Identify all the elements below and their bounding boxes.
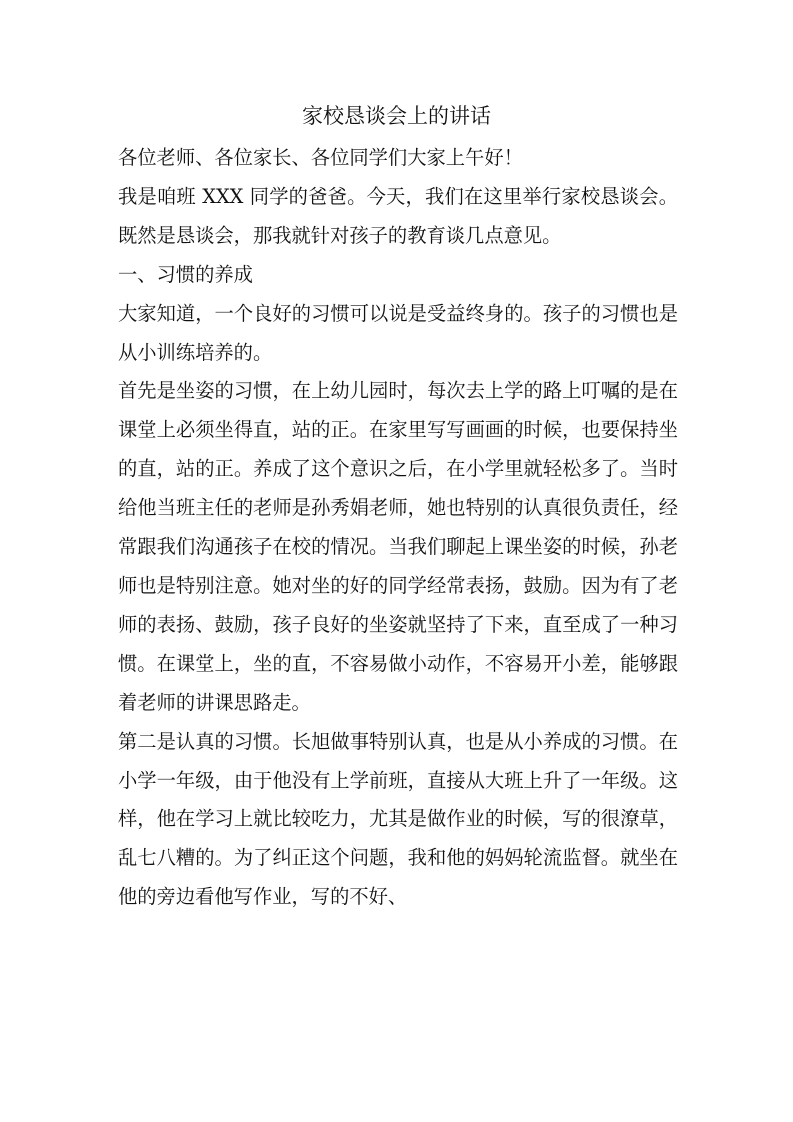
paragraph-greeting: 各位老师、各位家长、各位同学们大家上午好！ xyxy=(118,146,523,169)
paragraph-habits-intro: 大家知道，一个良好的习惯可以说是受益终身的。孩子的习惯也是从小训练培养的。 xyxy=(118,301,678,364)
paragraph-diligence-habit: 第二是认真的习惯。长旭做事特别认真，也是从小养成的习惯。在小学一年级，由于他没有上学前班，直接从大班上升了一年级。这样，他在学习上就比较吃力，尤其是做作业的时候，写的很潦草，乱七八糟的。为了纠正这个问题，我和他的妈妈轮流监督。就坐在他的旁边看他写作业，写的不好、 xyxy=(118,729,678,909)
document-title: 家校恳谈会上的讲话 xyxy=(302,104,491,128)
paragraph-introduction: 我是咱班 XXX 同学的爸爸。今天，我们在这里举行家校恳谈会。既然是恳谈会，那我就针对孩子的教育谈几点意见。 xyxy=(118,184,678,247)
section-heading-habits: 一、习惯的养成 xyxy=(118,262,253,286)
document-body xyxy=(118,139,678,917)
paragraph-posture-habit: 首先是坐姿的习惯，在上幼儿园时，每次去上学的路上叮嘱的是在课堂上必须坐得直，站的正。在家里写写画画的时候，也要保持坐的直，站的正。养成了这个意识之后，在小学里就轻松多了。当时给他当班主任的老师是孙秀娟老师，她也特别的认真很负责任，经常跟我们沟通孩子在校的情况。当我们聊起上课坐姿的时候，孙老师也是特别注意。她对坐的好的同学经常表扬，鼓励。因为有了老师的表扬、鼓励，孩子良好的坐姿就坚持了下来，直至成了一种习惯。在课堂上，坐的直，不容易做小动作，不容易开小差，能够跟着老师的讲课思路走。 xyxy=(118,379,678,714)
